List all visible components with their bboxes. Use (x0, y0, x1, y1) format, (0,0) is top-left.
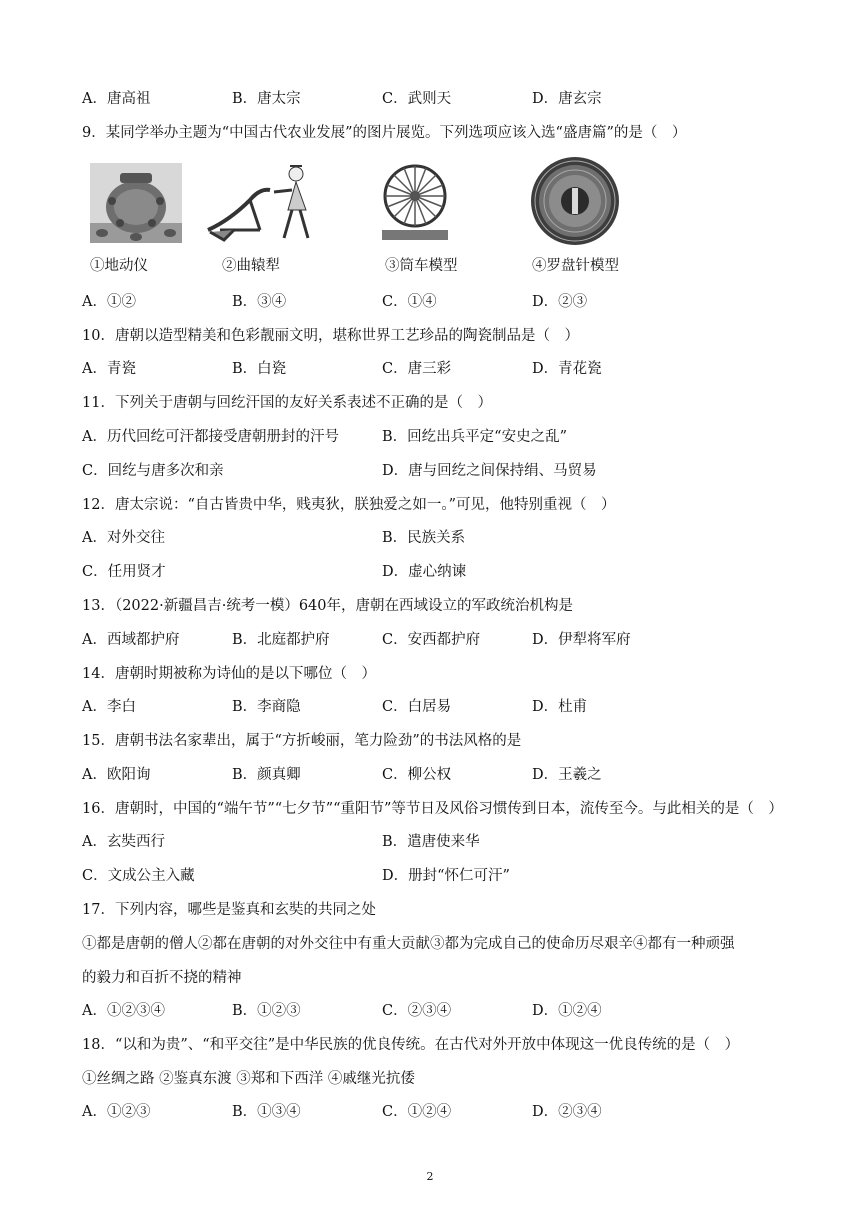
q11-option-a: A．历代回纥可汗都接受唐朝册封的汗号 (82, 429, 339, 445)
q12-option-a: A．对外交往 (82, 530, 165, 546)
q10-option-a: A．青瓷 (82, 361, 136, 377)
q10-option-d: D．青花瓷 (532, 361, 602, 377)
q14-option-d: D．杜甫 (532, 699, 588, 715)
q14-option-c: C．白居易 (382, 699, 452, 715)
q12-stem: 12．唐太宗说：“自古皆贵中华，贱夷狄，朕独爱之如一。”可见，他特别重视（ ） (82, 497, 616, 513)
q10-option-c: C．唐三彩 (382, 361, 452, 377)
q16-option-a: A．玄奘西行 (82, 834, 165, 850)
q9-caption-3: ③筒车模型 (385, 258, 458, 274)
q9-option-c: C．①④ (382, 294, 437, 310)
q16-stem: 16．唐朝时，中国的“端午节”“七夕节”“重阳节”等节日及风俗习惯传到日本，流传至今。与此相关的是（ ） (82, 801, 783, 817)
q17-stem: 17．下列内容，哪些是鉴真和玄奘的共同之处 (82, 902, 376, 918)
q18-option-d: D．②③④ (532, 1104, 602, 1120)
q11-option-b: B．回纥出兵平定“安史之乱” (382, 429, 567, 445)
q16-option-b: B．遣唐使来华 (382, 834, 480, 850)
q14-stem: 14．唐朝时期被称为诗仙的是以下哪位（ ） (82, 666, 376, 682)
q10-stem: 10．唐朝以造型精美和色彩靓丽文明，堪称世界工艺珍品的陶瓷制品是（ ） (82, 328, 579, 344)
q16-option-d: D．册封“怀仁可汗” (382, 868, 510, 884)
q9-option-d: D．②③ (532, 294, 588, 310)
page-number: 2 (426, 1170, 434, 1183)
q12-option-b: B．民族关系 (382, 530, 466, 546)
q14-option-b: B．李商隐 (232, 699, 301, 715)
q8-option-c: C．武则天 (382, 91, 452, 107)
q15-option-c: C．柳公权 (382, 767, 452, 783)
q18-option-b: B．①③④ (232, 1104, 301, 1120)
q10-option-b: B．白瓷 (232, 361, 287, 377)
q13-option-c: C．安西都护府 (382, 632, 481, 648)
q17-option-d: D．①②④ (532, 1003, 602, 1019)
q14-option-a: A．李白 (82, 699, 136, 715)
plough-image (200, 160, 330, 245)
q8-option-d: D．唐玄宗 (532, 91, 602, 107)
q17-option-b: B．①②③ (232, 1003, 301, 1019)
q11-option-c: C．回纥与唐多次和亲 (82, 463, 224, 479)
q18-option-c: C．①②④ (382, 1104, 452, 1120)
q9-caption-2: ②曲辕犁 (222, 258, 280, 274)
seismograph-image (90, 163, 182, 243)
q17-body-line2: 的毅力和百折不挠的精神 (82, 970, 242, 986)
q9-caption-4: ④罗盘针模型 (532, 258, 619, 274)
compass-image (528, 155, 622, 247)
q18-body: ①丝绸之路 ②鉴真东渡 ③郑和下西洋 ④戚继光抗倭 (82, 1071, 415, 1087)
q17-option-c: C．②③④ (382, 1003, 452, 1019)
q12-option-d: D．虚心纳谏 (382, 564, 467, 580)
q18-stem: 18．“以和为贵”、“和平交往”是中华民族的优良传统。在古代对外开放中体现这一优良传统的是（ ） (82, 1037, 740, 1053)
q18-option-a: A．①②③ (82, 1104, 151, 1120)
q13-option-b: B．北庭都护府 (232, 632, 330, 648)
q11-option-d: D．唐与回纥之间保持绢、马贸易 (382, 463, 597, 479)
q9-option-b: B．③④ (232, 294, 287, 310)
q9-option-a: A．①② (82, 294, 136, 310)
q9-caption-1: ①地动仪 (90, 258, 148, 274)
q17-option-a: A．①②③④ (82, 1003, 165, 1019)
q11-stem: 11．下列关于唐朝与回纥汗国的友好关系表述不正确的是（ ） (82, 395, 492, 411)
water-wheel-image (380, 160, 450, 244)
q15-option-d: D．王羲之 (532, 767, 602, 783)
q17-body-line1: ①都是唐朝的僧人②都在唐朝的对外交往中有重大贡献③都为完成自己的使命历尽艰辛④都有一种顽强 (82, 936, 735, 952)
q8-option-a: A．唐高祖 (82, 91, 151, 107)
q13-stem: 13．（2022·新疆昌吉·统考一模）640年，唐朝在西域设立的军政统治机构是 (82, 598, 573, 614)
q13-option-a: A．西域都护府 (82, 632, 180, 648)
q15-option-b: B．颜真卿 (232, 767, 301, 783)
q15-option-a: A．欧阳询 (82, 767, 151, 783)
q9-stem: 9．某同学举办主题为“中国古代农业发展”的图片展览。下列选项应该入选“盛唐篇”的是（ ） (82, 125, 687, 141)
q13-option-d: D．伊犁将军府 (532, 632, 631, 648)
q16-option-c: C．文成公主入藏 (82, 868, 195, 884)
q12-option-c: C．任用贤才 (82, 564, 166, 580)
q15-stem: 15．唐朝书法名家辈出，属于“方折峻丽，笔力险劲”的书法风格的是 (82, 733, 522, 749)
q8-option-b: B．唐太宗 (232, 91, 301, 107)
